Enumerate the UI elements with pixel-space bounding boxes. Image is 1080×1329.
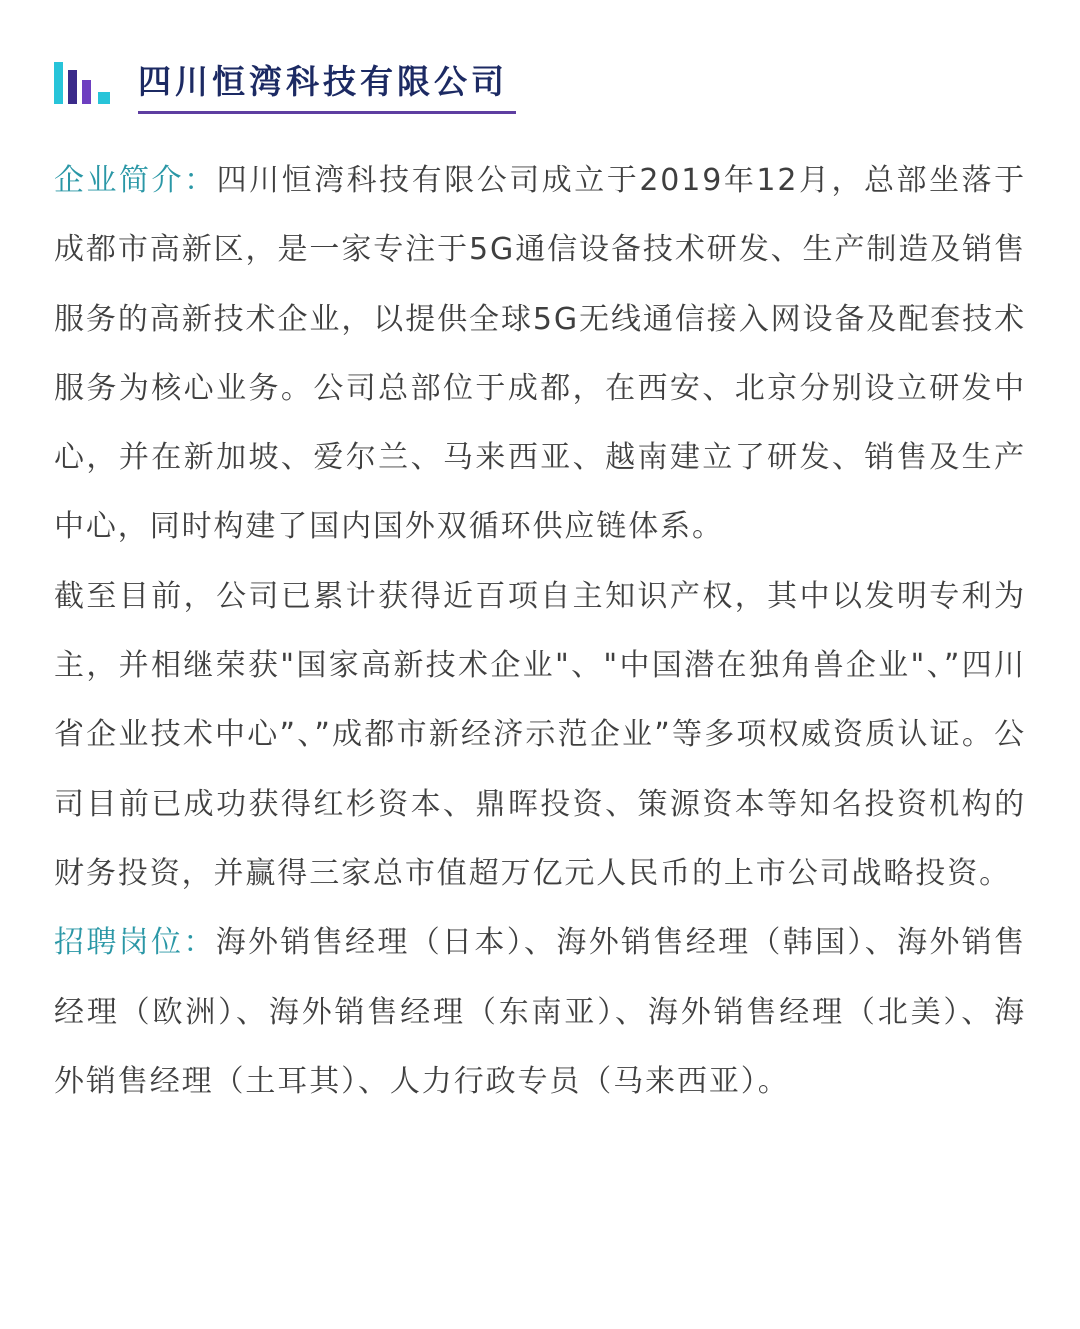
bar-chart-logo-icon bbox=[54, 62, 114, 104]
title-underline bbox=[138, 111, 516, 114]
intro-paragraph bbox=[54, 146, 1026, 562]
logo-bar-3 bbox=[82, 80, 91, 104]
jobs-paragraph bbox=[54, 908, 1026, 1116]
intro-label: 企业简介： bbox=[54, 163, 217, 198]
logo-bar-1 bbox=[54, 62, 63, 104]
intro-text: 四川恒湾科技有限公司成立于2019年12月，总部坐落于成都市高新区，是一家专注于5G通信设备技术研发、生产制造及销售服务的高新技术企业，以提供全球5G无线通信接入网设备及配套技术服务为核心业务。公司总部位于成都，在西安、北京分别设立研发中心，并在新加坡、爱尔兰、马来西亚、越南建立了研发、销售及生产中心，同时构建了国内国外双循环供应链体系。 bbox=[54, 163, 1026, 545]
logo-bar-2 bbox=[68, 70, 77, 104]
jobs-text: 海外销售经理（日本）、海外销售经理（韩国）、海外销售经理（欧洲）、海外销售经理（东南亚）、海外销售经理（北美）、海外销售经理（土耳其）、人力行政专员（马来西亚）。 bbox=[54, 925, 1026, 1099]
content bbox=[54, 146, 1026, 1116]
jobs-label: 招聘岗位： bbox=[54, 925, 216, 961]
achievements-paragraph: 截至目前，公司已累计获得近百项自主知识产权，其中以发明专利为主，并相继荣获"国家高新技术企业"、"中国潜在独角兽企业"、”四川省企业技术中心”、”成都市新经济示范企业”等多项权威资质认证。公司目前已成功获得红杉资本、鼎晖投资、策源资本等知名投资机构的财务投资，并赢得三家总市值超万亿元人民币的上市公司战略投资。 bbox=[54, 578, 1026, 891]
header bbox=[54, 58, 524, 116]
company-title: 四川恒湾科技有限公司 bbox=[138, 62, 508, 101]
logo-square bbox=[98, 92, 110, 104]
